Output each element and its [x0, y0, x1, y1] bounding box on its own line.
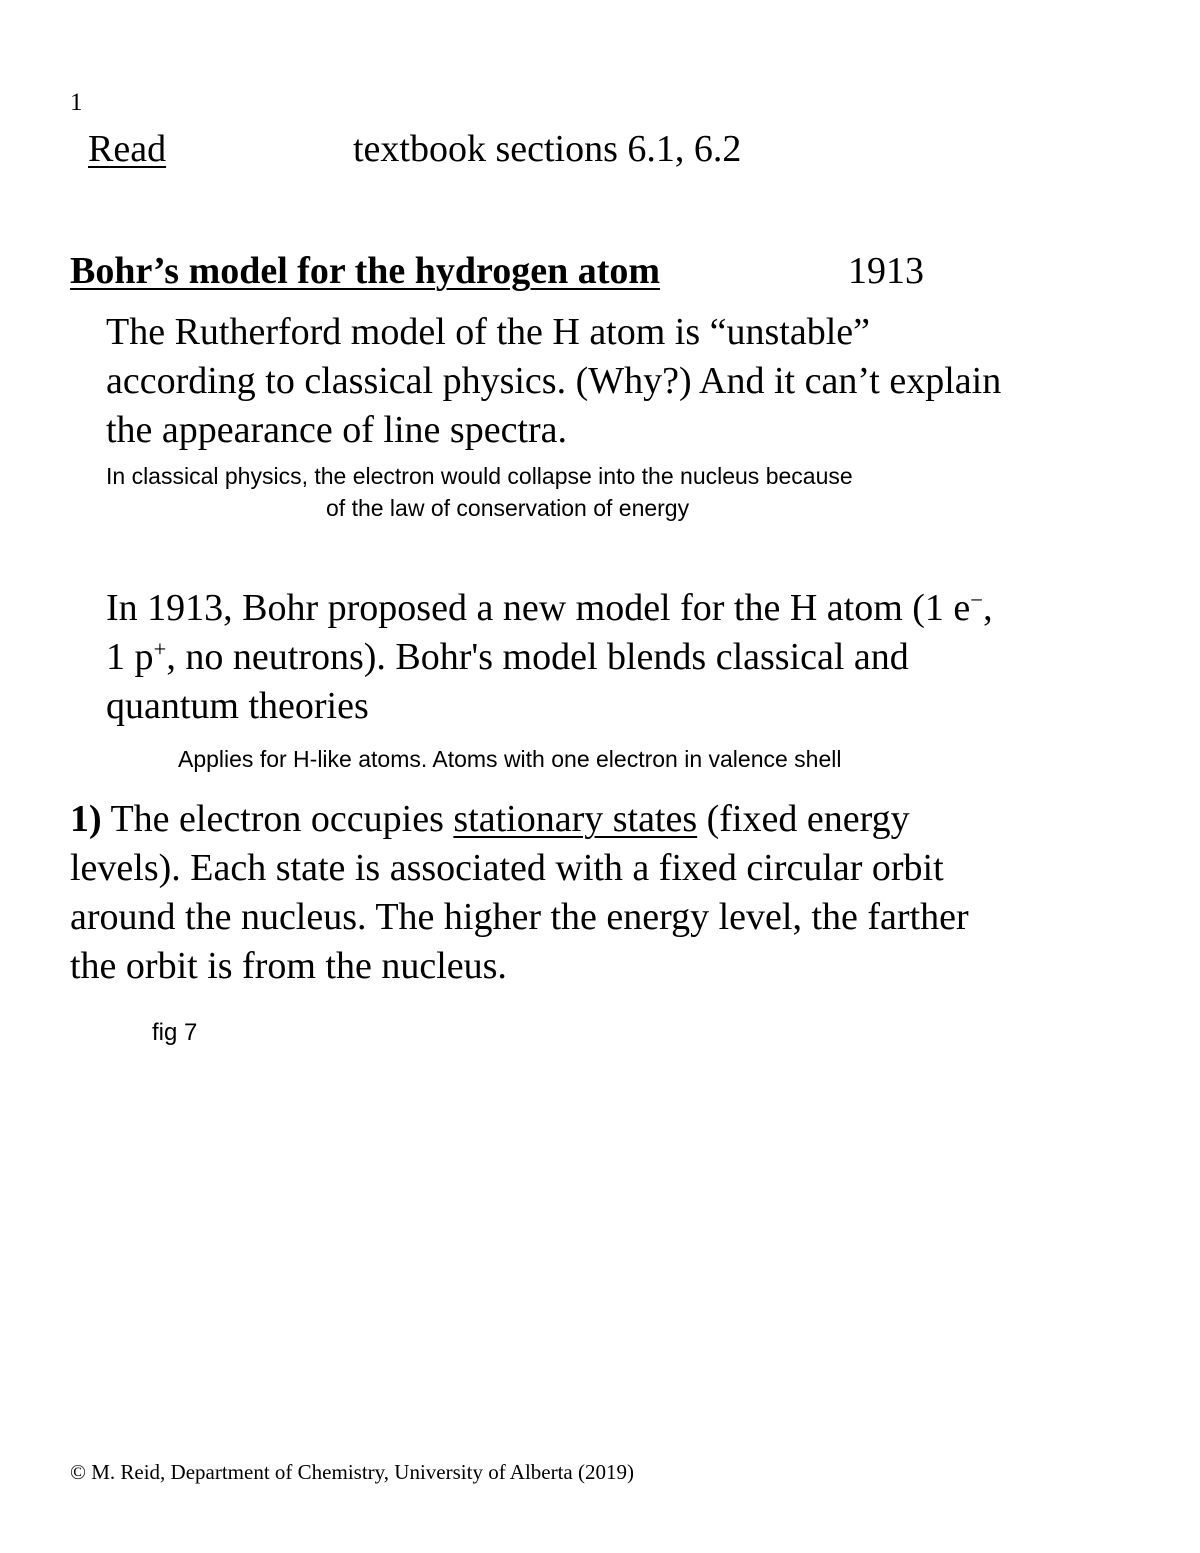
postulate-1-line-2: levels). Each state is associated with a fixed circular orbit: [70, 847, 944, 889]
applies-note: Applies for H-like atoms. Atoms with one electron in valence shell: [178, 746, 842, 772]
figure-reference: fig 7: [152, 1019, 198, 1046]
postulate-1-line-4: the orbit is from the nucleus.: [70, 945, 507, 987]
rutherford-line-1: The Rutherford model of the H atom is “unstable”: [106, 311, 871, 353]
page-number: 1: [70, 89, 83, 116]
bohr-intro-line-2-start: 1 p: [106, 636, 154, 678]
proton-charge-superscript: +: [153, 636, 167, 662]
postulate-1-line-1: [70, 795, 1170, 844]
postulate-1-line-3: around the nucleus. The higher the energy level, the farther: [70, 896, 969, 938]
bohr-intro-line-3: quantum theories: [106, 685, 369, 727]
bohr-intro-line-1: [106, 584, 1166, 633]
bohr-intro-line-1-comma: ,: [983, 587, 993, 629]
bohr-intro-paragraph: [106, 584, 1166, 731]
postulate-1-line-1-end: (fixed energy: [697, 798, 910, 840]
electron-charge-superscript: −: [970, 587, 984, 613]
postulate-number: 1): [70, 798, 102, 840]
read-label: Read: [88, 128, 167, 170]
bohr-intro-line-1-text: In 1913, Bohr proposed a new model for the H atom (1 e: [106, 587, 971, 629]
rutherford-paragraph: [106, 308, 1166, 455]
reading-assignment: textbook sections 6.1, 6.2: [353, 128, 742, 170]
postulate-1-line-1-text: The electron occupies: [101, 798, 454, 840]
bohr-intro-line-2: [106, 633, 1166, 682]
postulate-1-paragraph: [70, 795, 1170, 991]
stationary-states-term: stationary states: [453, 798, 698, 840]
rutherford-line-2: according to classical physics. (Why?) And it can’t explain: [106, 360, 1002, 402]
bohr-intro-line-2-text: , no neutrons). Bohr's model blends classical and: [166, 636, 909, 678]
section-year: 1913: [848, 250, 924, 292]
collapse-note-line-1: In classical physics, the electron would collapse into the nucleus because: [106, 463, 853, 489]
section-title: Bohr’s model for the hydrogen atom: [70, 250, 661, 292]
collapse-note-line-2: of the law of conservation of energy: [326, 495, 690, 521]
rutherford-line-3: the appearance of line spectra.: [106, 409, 568, 451]
copyright-footer: © M. Reid, Department of Chemistry, University of Alberta (2019): [70, 1460, 634, 1484]
